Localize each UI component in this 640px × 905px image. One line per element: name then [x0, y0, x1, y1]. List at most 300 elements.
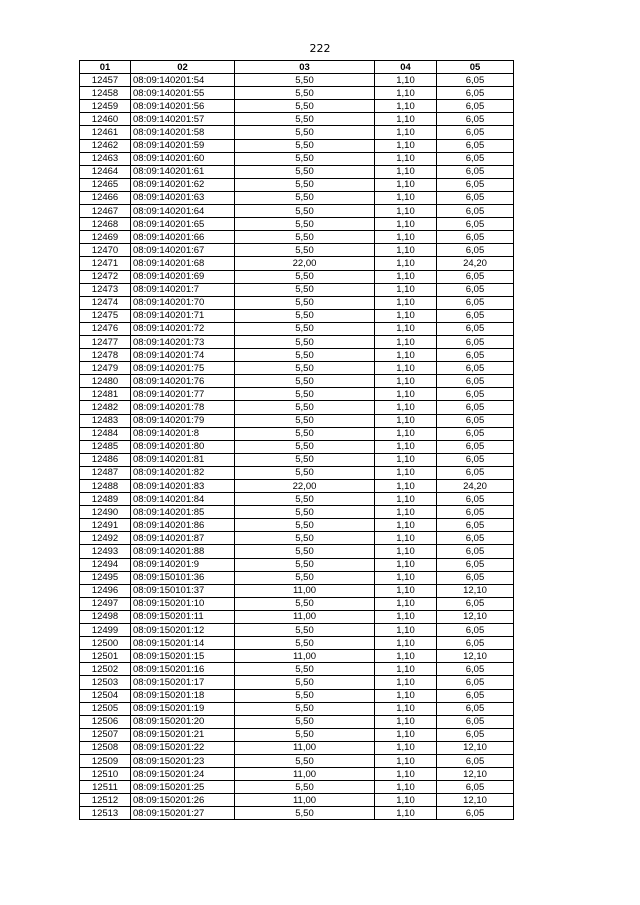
cell-value-03: 5,50 — [235, 440, 375, 453]
cell-value-03: 5,50 — [235, 466, 375, 479]
table-row — [80, 218, 514, 231]
cell-code: 08:09:140201:88 — [131, 545, 235, 558]
table-row — [80, 440, 514, 453]
cell-code: 08:09:150201:15 — [131, 650, 235, 663]
cell-code: 08:09:140201:66 — [131, 231, 235, 244]
cell-value-05: 6,05 — [437, 781, 514, 794]
cell-value-03: 5,50 — [235, 453, 375, 466]
cell-id: 12497 — [80, 597, 131, 610]
cell-id: 12513 — [80, 807, 131, 820]
cell-value-03: 5,50 — [235, 663, 375, 676]
cell-value-04: 1,10 — [375, 218, 437, 231]
cell-id: 12500 — [80, 637, 131, 650]
cell-code: 08:09:140201:69 — [131, 270, 235, 283]
cell-value-05: 12,10 — [437, 650, 514, 663]
cell-id: 12468 — [80, 218, 131, 231]
table-row — [80, 139, 514, 152]
cell-value-03: 5,50 — [235, 231, 375, 244]
cell-value-05: 6,05 — [437, 506, 514, 519]
cell-value-03: 5,50 — [235, 309, 375, 322]
cell-value-04: 1,10 — [375, 597, 437, 610]
table-row — [80, 100, 514, 113]
cell-value-05: 6,05 — [437, 296, 514, 309]
cell-code: 08:09:140201:64 — [131, 205, 235, 218]
cell-value-04: 1,10 — [375, 728, 437, 741]
cell-code: 08:09:140201:72 — [131, 322, 235, 335]
cell-id: 12480 — [80, 375, 131, 388]
cell-value-03: 5,50 — [235, 113, 375, 126]
cell-code: 08:09:150201:17 — [131, 676, 235, 689]
cell-id: 12466 — [80, 191, 131, 204]
cell-value-04: 1,10 — [375, 335, 437, 348]
cell-value-03: 5,50 — [235, 335, 375, 348]
table-row — [80, 597, 514, 610]
cell-value-04: 1,10 — [375, 637, 437, 650]
cell-value-05: 12,10 — [437, 768, 514, 781]
cell-value-05: 6,05 — [437, 624, 514, 637]
table-row — [80, 781, 514, 794]
cell-code: 08:09:140201:77 — [131, 388, 235, 401]
cell-value-03: 5,50 — [235, 362, 375, 375]
table-row — [80, 506, 514, 519]
cell-value-05: 6,05 — [437, 689, 514, 702]
cell-value-05: 6,05 — [437, 74, 514, 87]
table-row — [80, 283, 514, 296]
cell-value-03: 5,50 — [235, 807, 375, 820]
table-row — [80, 257, 514, 270]
cell-value-03: 11,00 — [235, 741, 375, 754]
cell-value-04: 1,10 — [375, 453, 437, 466]
cell-id: 12496 — [80, 584, 131, 597]
cell-id: 12504 — [80, 689, 131, 702]
cell-id: 12508 — [80, 741, 131, 754]
column-header-03: 03 — [235, 61, 375, 74]
cell-code: 08:09:140201:81 — [131, 453, 235, 466]
cell-value-03: 5,50 — [235, 152, 375, 165]
table-row — [80, 388, 514, 401]
table-row — [80, 309, 514, 322]
cell-value-04: 1,10 — [375, 362, 437, 375]
cell-id: 12511 — [80, 781, 131, 794]
table-row — [80, 244, 514, 257]
cell-code: 08:09:150101:37 — [131, 584, 235, 597]
cell-value-03: 5,50 — [235, 624, 375, 637]
table-row — [80, 493, 514, 506]
cell-value-03: 5,50 — [235, 414, 375, 427]
cell-value-04: 1,10 — [375, 754, 437, 767]
cell-value-05: 6,05 — [437, 283, 514, 296]
cell-value-04: 1,10 — [375, 519, 437, 532]
cell-value-03: 5,50 — [235, 178, 375, 191]
table-row — [80, 650, 514, 663]
cell-id: 12486 — [80, 453, 131, 466]
cell-code: 08:09:150201:10 — [131, 597, 235, 610]
cell-value-04: 1,10 — [375, 480, 437, 493]
cell-id: 12483 — [80, 414, 131, 427]
cell-value-05: 6,05 — [437, 231, 514, 244]
cell-value-03: 5,50 — [235, 205, 375, 218]
cell-value-04: 1,10 — [375, 322, 437, 335]
cell-value-04: 1,10 — [375, 178, 437, 191]
cell-value-05: 6,05 — [437, 715, 514, 728]
cell-value-04: 1,10 — [375, 571, 437, 584]
table-row — [80, 466, 514, 479]
cell-value-05: 6,05 — [437, 728, 514, 741]
cell-value-04: 1,10 — [375, 610, 437, 623]
cell-code: 08:09:140201:9 — [131, 558, 235, 571]
cell-code: 08:09:140201:63 — [131, 191, 235, 204]
cell-value-05: 6,05 — [437, 702, 514, 715]
cell-value-04: 1,10 — [375, 466, 437, 479]
table-row — [80, 126, 514, 139]
table-row — [80, 401, 514, 414]
cell-value-03: 22,00 — [235, 257, 375, 270]
cell-id: 12509 — [80, 754, 131, 767]
cell-value-03: 5,50 — [235, 401, 375, 414]
cell-code: 08:09:140201:56 — [131, 100, 235, 113]
cell-value-04: 1,10 — [375, 493, 437, 506]
cell-code: 08:09:140201:71 — [131, 309, 235, 322]
cell-id: 12499 — [80, 624, 131, 637]
cell-id: 12461 — [80, 126, 131, 139]
table-row — [80, 87, 514, 100]
cell-code: 08:09:140201:65 — [131, 218, 235, 231]
cell-value-05: 6,05 — [437, 349, 514, 362]
cell-value-05: 6,05 — [437, 663, 514, 676]
table-row — [80, 427, 514, 440]
cell-value-04: 1,10 — [375, 349, 437, 362]
cell-value-04: 1,10 — [375, 257, 437, 270]
cell-value-03: 11,00 — [235, 794, 375, 807]
cell-id: 12464 — [80, 165, 131, 178]
cell-id: 12505 — [80, 702, 131, 715]
cell-value-05: 6,05 — [437, 309, 514, 322]
cell-value-04: 1,10 — [375, 139, 437, 152]
cell-value-03: 5,50 — [235, 296, 375, 309]
cell-value-05: 6,05 — [437, 113, 514, 126]
page-number: 222 — [309, 42, 331, 55]
cell-value-03: 5,50 — [235, 676, 375, 689]
table-row — [80, 571, 514, 584]
cell-id: 12501 — [80, 650, 131, 663]
cell-value-05: 6,05 — [437, 807, 514, 820]
column-header-04: 04 — [375, 61, 437, 74]
cell-id: 12459 — [80, 100, 131, 113]
table-row — [80, 74, 514, 87]
cell-value-04: 1,10 — [375, 558, 437, 571]
cell-id: 12492 — [80, 532, 131, 545]
cell-value-05: 6,05 — [437, 440, 514, 453]
cell-code: 08:09:150201:26 — [131, 794, 235, 807]
cell-id: 12477 — [80, 335, 131, 348]
cell-value-05: 6,05 — [437, 545, 514, 558]
cell-value-04: 1,10 — [375, 440, 437, 453]
cell-value-05: 24,20 — [437, 257, 514, 270]
cell-id: 12472 — [80, 270, 131, 283]
table-row — [80, 165, 514, 178]
cell-id: 12491 — [80, 519, 131, 532]
cell-value-03: 5,50 — [235, 702, 375, 715]
table-row — [80, 768, 514, 781]
cell-id: 12475 — [80, 309, 131, 322]
cell-code: 08:09:140201:78 — [131, 401, 235, 414]
cell-code: 08:09:140201:70 — [131, 296, 235, 309]
cell-value-05: 6,05 — [437, 754, 514, 767]
cell-value-03: 5,50 — [235, 597, 375, 610]
cell-value-04: 1,10 — [375, 624, 437, 637]
cell-code: 08:09:150101:36 — [131, 571, 235, 584]
cell-value-04: 1,10 — [375, 650, 437, 663]
cell-code: 08:09:140201:55 — [131, 87, 235, 100]
table-row — [80, 610, 514, 623]
table-row — [80, 205, 514, 218]
cell-id: 12460 — [80, 113, 131, 126]
cell-value-05: 6,05 — [437, 322, 514, 335]
cell-code: 08:09:140201:83 — [131, 480, 235, 493]
cell-value-05: 6,05 — [437, 362, 514, 375]
table-row — [80, 152, 514, 165]
cell-value-03: 5,50 — [235, 100, 375, 113]
cell-code: 08:09:140201:79 — [131, 414, 235, 427]
cell-value-03: 5,50 — [235, 244, 375, 257]
table-row — [80, 741, 514, 754]
cell-id: 12470 — [80, 244, 131, 257]
cell-id: 12481 — [80, 388, 131, 401]
cell-value-03: 5,50 — [235, 139, 375, 152]
table-row — [80, 637, 514, 650]
cell-id: 12488 — [80, 480, 131, 493]
table-row — [80, 453, 514, 466]
cell-id: 12471 — [80, 257, 131, 270]
cell-value-04: 1,10 — [375, 309, 437, 322]
cell-value-05: 6,05 — [437, 244, 514, 257]
cell-value-05: 6,05 — [437, 139, 514, 152]
cell-id: 12493 — [80, 545, 131, 558]
cell-value-03: 11,00 — [235, 768, 375, 781]
cell-id: 12482 — [80, 401, 131, 414]
cell-value-05: 12,10 — [437, 794, 514, 807]
cell-value-05: 6,05 — [437, 165, 514, 178]
table-row — [80, 807, 514, 820]
cell-id: 12469 — [80, 231, 131, 244]
cell-code: 08:09:140201:60 — [131, 152, 235, 165]
cell-value-05: 12,10 — [437, 741, 514, 754]
cell-value-04: 1,10 — [375, 100, 437, 113]
table-row — [80, 270, 514, 283]
cell-value-04: 1,10 — [375, 689, 437, 702]
cell-value-04: 1,10 — [375, 676, 437, 689]
cell-code: 08:09:140201:80 — [131, 440, 235, 453]
table-row — [80, 663, 514, 676]
cell-value-03: 5,50 — [235, 126, 375, 139]
data-table — [79, 60, 514, 820]
table-row — [80, 322, 514, 335]
cell-value-05: 6,05 — [437, 401, 514, 414]
cell-value-05: 12,10 — [437, 584, 514, 597]
cell-code: 08:09:140201:82 — [131, 466, 235, 479]
cell-code: 08:09:150201:19 — [131, 702, 235, 715]
cell-code: 08:09:140201:74 — [131, 349, 235, 362]
cell-code: 08:09:140201:86 — [131, 519, 235, 532]
cell-id: 12487 — [80, 466, 131, 479]
cell-value-04: 1,10 — [375, 74, 437, 87]
cell-value-04: 1,10 — [375, 270, 437, 283]
cell-code: 08:09:140201:61 — [131, 165, 235, 178]
cell-id: 12507 — [80, 728, 131, 741]
cell-value-04: 1,10 — [375, 165, 437, 178]
cell-code: 08:09:150201:12 — [131, 624, 235, 637]
cell-id: 12457 — [80, 74, 131, 87]
table-row — [80, 728, 514, 741]
cell-value-05: 24,20 — [437, 480, 514, 493]
cell-value-03: 5,50 — [235, 74, 375, 87]
cell-value-03: 5,50 — [235, 637, 375, 650]
cell-value-05: 6,05 — [437, 558, 514, 571]
cell-value-04: 1,10 — [375, 113, 437, 126]
cell-id: 12458 — [80, 87, 131, 100]
cell-code: 08:09:140201:58 — [131, 126, 235, 139]
cell-value-03: 5,50 — [235, 191, 375, 204]
cell-value-05: 6,05 — [437, 597, 514, 610]
cell-value-03: 5,50 — [235, 375, 375, 388]
cell-value-03: 5,50 — [235, 781, 375, 794]
cell-value-03: 5,50 — [235, 754, 375, 767]
cell-code: 08:09:150201:24 — [131, 768, 235, 781]
cell-value-03: 5,50 — [235, 349, 375, 362]
cell-value-04: 1,10 — [375, 283, 437, 296]
cell-id: 12490 — [80, 506, 131, 519]
table-row — [80, 362, 514, 375]
cell-value-03: 11,00 — [235, 584, 375, 597]
cell-id: 12498 — [80, 610, 131, 623]
cell-code: 08:09:150201:23 — [131, 754, 235, 767]
cell-value-04: 1,10 — [375, 506, 437, 519]
table-row — [80, 178, 514, 191]
cell-value-03: 11,00 — [235, 650, 375, 663]
table-row — [80, 545, 514, 558]
cell-value-05: 6,05 — [437, 493, 514, 506]
cell-id: 12465 — [80, 178, 131, 191]
table-row — [80, 584, 514, 597]
cell-value-05: 6,05 — [437, 453, 514, 466]
cell-value-05: 6,05 — [437, 375, 514, 388]
cell-code: 08:09:140201:54 — [131, 74, 235, 87]
cell-value-04: 1,10 — [375, 401, 437, 414]
cell-code: 08:09:140201:85 — [131, 506, 235, 519]
cell-value-03: 5,50 — [235, 545, 375, 558]
cell-id: 12473 — [80, 283, 131, 296]
cell-code: 08:09:150201:11 — [131, 610, 235, 623]
cell-id: 12494 — [80, 558, 131, 571]
cell-value-05: 6,05 — [437, 205, 514, 218]
table-row — [80, 676, 514, 689]
cell-value-05: 6,05 — [437, 178, 514, 191]
table-row — [80, 480, 514, 493]
cell-value-04: 1,10 — [375, 231, 437, 244]
cell-value-05: 6,05 — [437, 571, 514, 584]
cell-value-04: 1,10 — [375, 781, 437, 794]
cell-value-05: 6,05 — [437, 152, 514, 165]
cell-value-04: 1,10 — [375, 741, 437, 754]
cell-code: 08:09:140201:75 — [131, 362, 235, 375]
cell-value-03: 11,00 — [235, 610, 375, 623]
cell-code: 08:09:150201:27 — [131, 807, 235, 820]
table-row — [80, 296, 514, 309]
cell-value-03: 5,50 — [235, 493, 375, 506]
cell-value-03: 5,50 — [235, 715, 375, 728]
cell-value-04: 1,10 — [375, 244, 437, 257]
cell-value-05: 6,05 — [437, 637, 514, 650]
cell-id: 12489 — [80, 493, 131, 506]
cell-code: 08:09:140201:73 — [131, 335, 235, 348]
cell-id: 12506 — [80, 715, 131, 728]
cell-value-04: 1,10 — [375, 715, 437, 728]
cell-id: 12479 — [80, 362, 131, 375]
cell-value-03: 5,50 — [235, 519, 375, 532]
cell-code: 08:09:150201:25 — [131, 781, 235, 794]
cell-value-04: 1,10 — [375, 388, 437, 401]
cell-code: 08:09:140201:67 — [131, 244, 235, 257]
cell-value-05: 6,05 — [437, 100, 514, 113]
cell-value-05: 6,05 — [437, 676, 514, 689]
table-row — [80, 519, 514, 532]
cell-value-03: 5,50 — [235, 689, 375, 702]
cell-value-04: 1,10 — [375, 87, 437, 100]
cell-code: 08:09:140201:84 — [131, 493, 235, 506]
column-header-01: 01 — [80, 61, 131, 74]
table-row — [80, 689, 514, 702]
cell-id: 12484 — [80, 427, 131, 440]
cell-code: 08:09:140201:87 — [131, 532, 235, 545]
cell-value-04: 1,10 — [375, 126, 437, 139]
cell-value-04: 1,10 — [375, 807, 437, 820]
cell-id: 12510 — [80, 768, 131, 781]
cell-value-04: 1,10 — [375, 532, 437, 545]
cell-value-04: 1,10 — [375, 152, 437, 165]
cell-id: 12485 — [80, 440, 131, 453]
cell-code: 08:09:150201:22 — [131, 741, 235, 754]
cell-value-04: 1,10 — [375, 205, 437, 218]
table-row — [80, 335, 514, 348]
cell-value-03: 5,50 — [235, 270, 375, 283]
cell-value-04: 1,10 — [375, 375, 437, 388]
cell-value-04: 1,10 — [375, 414, 437, 427]
cell-value-03: 5,50 — [235, 322, 375, 335]
table-row — [80, 414, 514, 427]
table-row — [80, 558, 514, 571]
cell-value-04: 1,10 — [375, 296, 437, 309]
cell-id: 12474 — [80, 296, 131, 309]
table-row — [80, 191, 514, 204]
column-header-02: 02 — [131, 61, 235, 74]
cell-value-05: 6,05 — [437, 191, 514, 204]
cell-code: 08:09:140201:7 — [131, 283, 235, 296]
cell-value-03: 5,50 — [235, 283, 375, 296]
cell-id: 12503 — [80, 676, 131, 689]
cell-id: 12495 — [80, 571, 131, 584]
cell-value-05: 6,05 — [437, 519, 514, 532]
cell-code: 08:09:140201:76 — [131, 375, 235, 388]
cell-id: 12467 — [80, 205, 131, 218]
cell-id: 12463 — [80, 152, 131, 165]
cell-code: 08:09:150201:14 — [131, 637, 235, 650]
table-row — [80, 532, 514, 545]
column-header-05: 05 — [437, 61, 514, 74]
cell-value-03: 5,50 — [235, 728, 375, 741]
table-row — [80, 349, 514, 362]
cell-value-04: 1,10 — [375, 584, 437, 597]
cell-value-03: 5,50 — [235, 558, 375, 571]
